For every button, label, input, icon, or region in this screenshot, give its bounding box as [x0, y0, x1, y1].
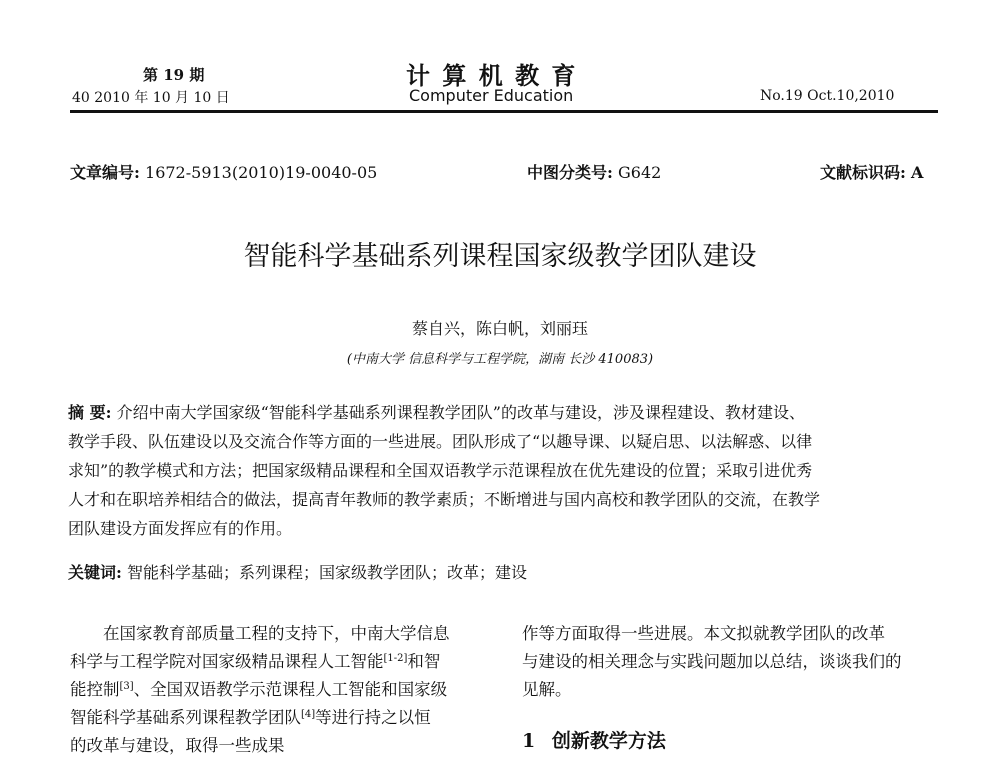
body-left-line-3-text: 能控制 — [70, 680, 120, 699]
body-right-line-2: 与建设的相关理念与实践问题加以总结，谈谈我们的 — [522, 652, 902, 671]
clc-label: 中图分类号: — [527, 163, 613, 182]
body-left-line-4 — [70, 704, 450, 732]
abstract-line-1 — [68, 398, 820, 427]
abstract-line-2: 教学手段、队伍建设以及交流合作等方面的一些进展。团队形成了“以趣导课、以疑启思、以法解惑、以律 — [68, 432, 813, 451]
clc-value: G642 — [618, 163, 662, 182]
body-left-column — [70, 620, 450, 760]
document-code-value: A — [911, 163, 924, 182]
citation-ref: [1-2] — [383, 653, 408, 664]
issue-number: 第 19 期 — [143, 66, 205, 84]
clc-number — [527, 160, 661, 183]
citation-ref: [4] — [301, 709, 316, 720]
document-code-label: 文献标识码: — [820, 163, 906, 182]
body-left-line-4-tail: 等进行持之以恒 — [315, 708, 431, 727]
section-title: 创新教学方法 — [551, 730, 666, 752]
keywords-text: 智能科学基础；系列课程；国家级教学团队；改革；建设 — [127, 563, 528, 582]
authors: 蔡自兴，陈白帆，刘丽珏 — [411, 319, 589, 338]
abstract-label: 摘 要: — [68, 403, 112, 422]
body-left-line-1: 在国家教育部质量工程的支持下，中南大学信息 — [103, 624, 450, 643]
abstract-line-1-text: 介绍中南大学国家级“智能科学基础系列课程教学团队”的改革与建设，涉及课程建设、教材建设、 — [116, 403, 805, 422]
abstract — [68, 398, 820, 543]
article-number-value: 1672-5913(2010)19-0040-05 — [145, 163, 378, 182]
abstract-line-5: 团队建设方面发挥应有的作用。 — [68, 519, 293, 538]
article-number — [70, 160, 377, 183]
section-heading — [522, 726, 666, 753]
abstract-line-4: 人才和在职培养相结合的做法，提高青年教师的教学素质；不断增进与国内高校和教学团队的交流，在教学 — [68, 490, 821, 509]
keywords-label: 关键词: — [68, 563, 122, 582]
body-right-column — [522, 620, 902, 704]
body-left-line-2-tail: 和智 — [407, 652, 441, 671]
citation-ref: [3] — [119, 681, 134, 692]
body-left-line-3-tail: 、全国双语教学示范课程人工智能和国家级 — [133, 680, 448, 699]
body-left-line-4-text: 智能科学基础系列课程教学团队 — [70, 708, 301, 727]
header-rule — [70, 110, 938, 113]
body-left-line-3 — [70, 676, 450, 704]
section-number: 1 — [522, 730, 536, 752]
page-and-date: 40 2010 年 10 月 10 日 — [72, 90, 230, 106]
body-left-line-5: 的改革与建设，取得一些成果 — [70, 736, 285, 755]
body-left-line-2 — [70, 648, 450, 676]
affiliation: (中南大学 信息科学与工程学院，湖南 长沙 410083) — [346, 352, 654, 367]
keywords — [68, 560, 527, 583]
body-left-line-2-text: 科学与工程学院对国家级精品课程人工智能 — [70, 652, 384, 671]
issue-en: No.19 Oct.10,2010 — [760, 88, 895, 104]
journal-title-cn: 计 算 机 教 育 — [406, 61, 578, 90]
document-code — [820, 160, 923, 183]
paper-title: 智能科学基础系列课程国家级教学团队建设 — [243, 241, 757, 272]
abstract-line-3: 求知”的教学模式和方法；把国家级精品课程和全国双语教学示范课程放在优先建设的位置；采取引进优秀 — [68, 461, 813, 480]
article-number-label: 文章编号: — [70, 163, 140, 182]
body-right-line-1: 作等方面取得一些进展。本文拟就教学团队的改革 — [522, 624, 885, 643]
body-right-line-3: 见解。 — [522, 680, 572, 699]
journal-title-en: Computer Education — [409, 86, 574, 105]
